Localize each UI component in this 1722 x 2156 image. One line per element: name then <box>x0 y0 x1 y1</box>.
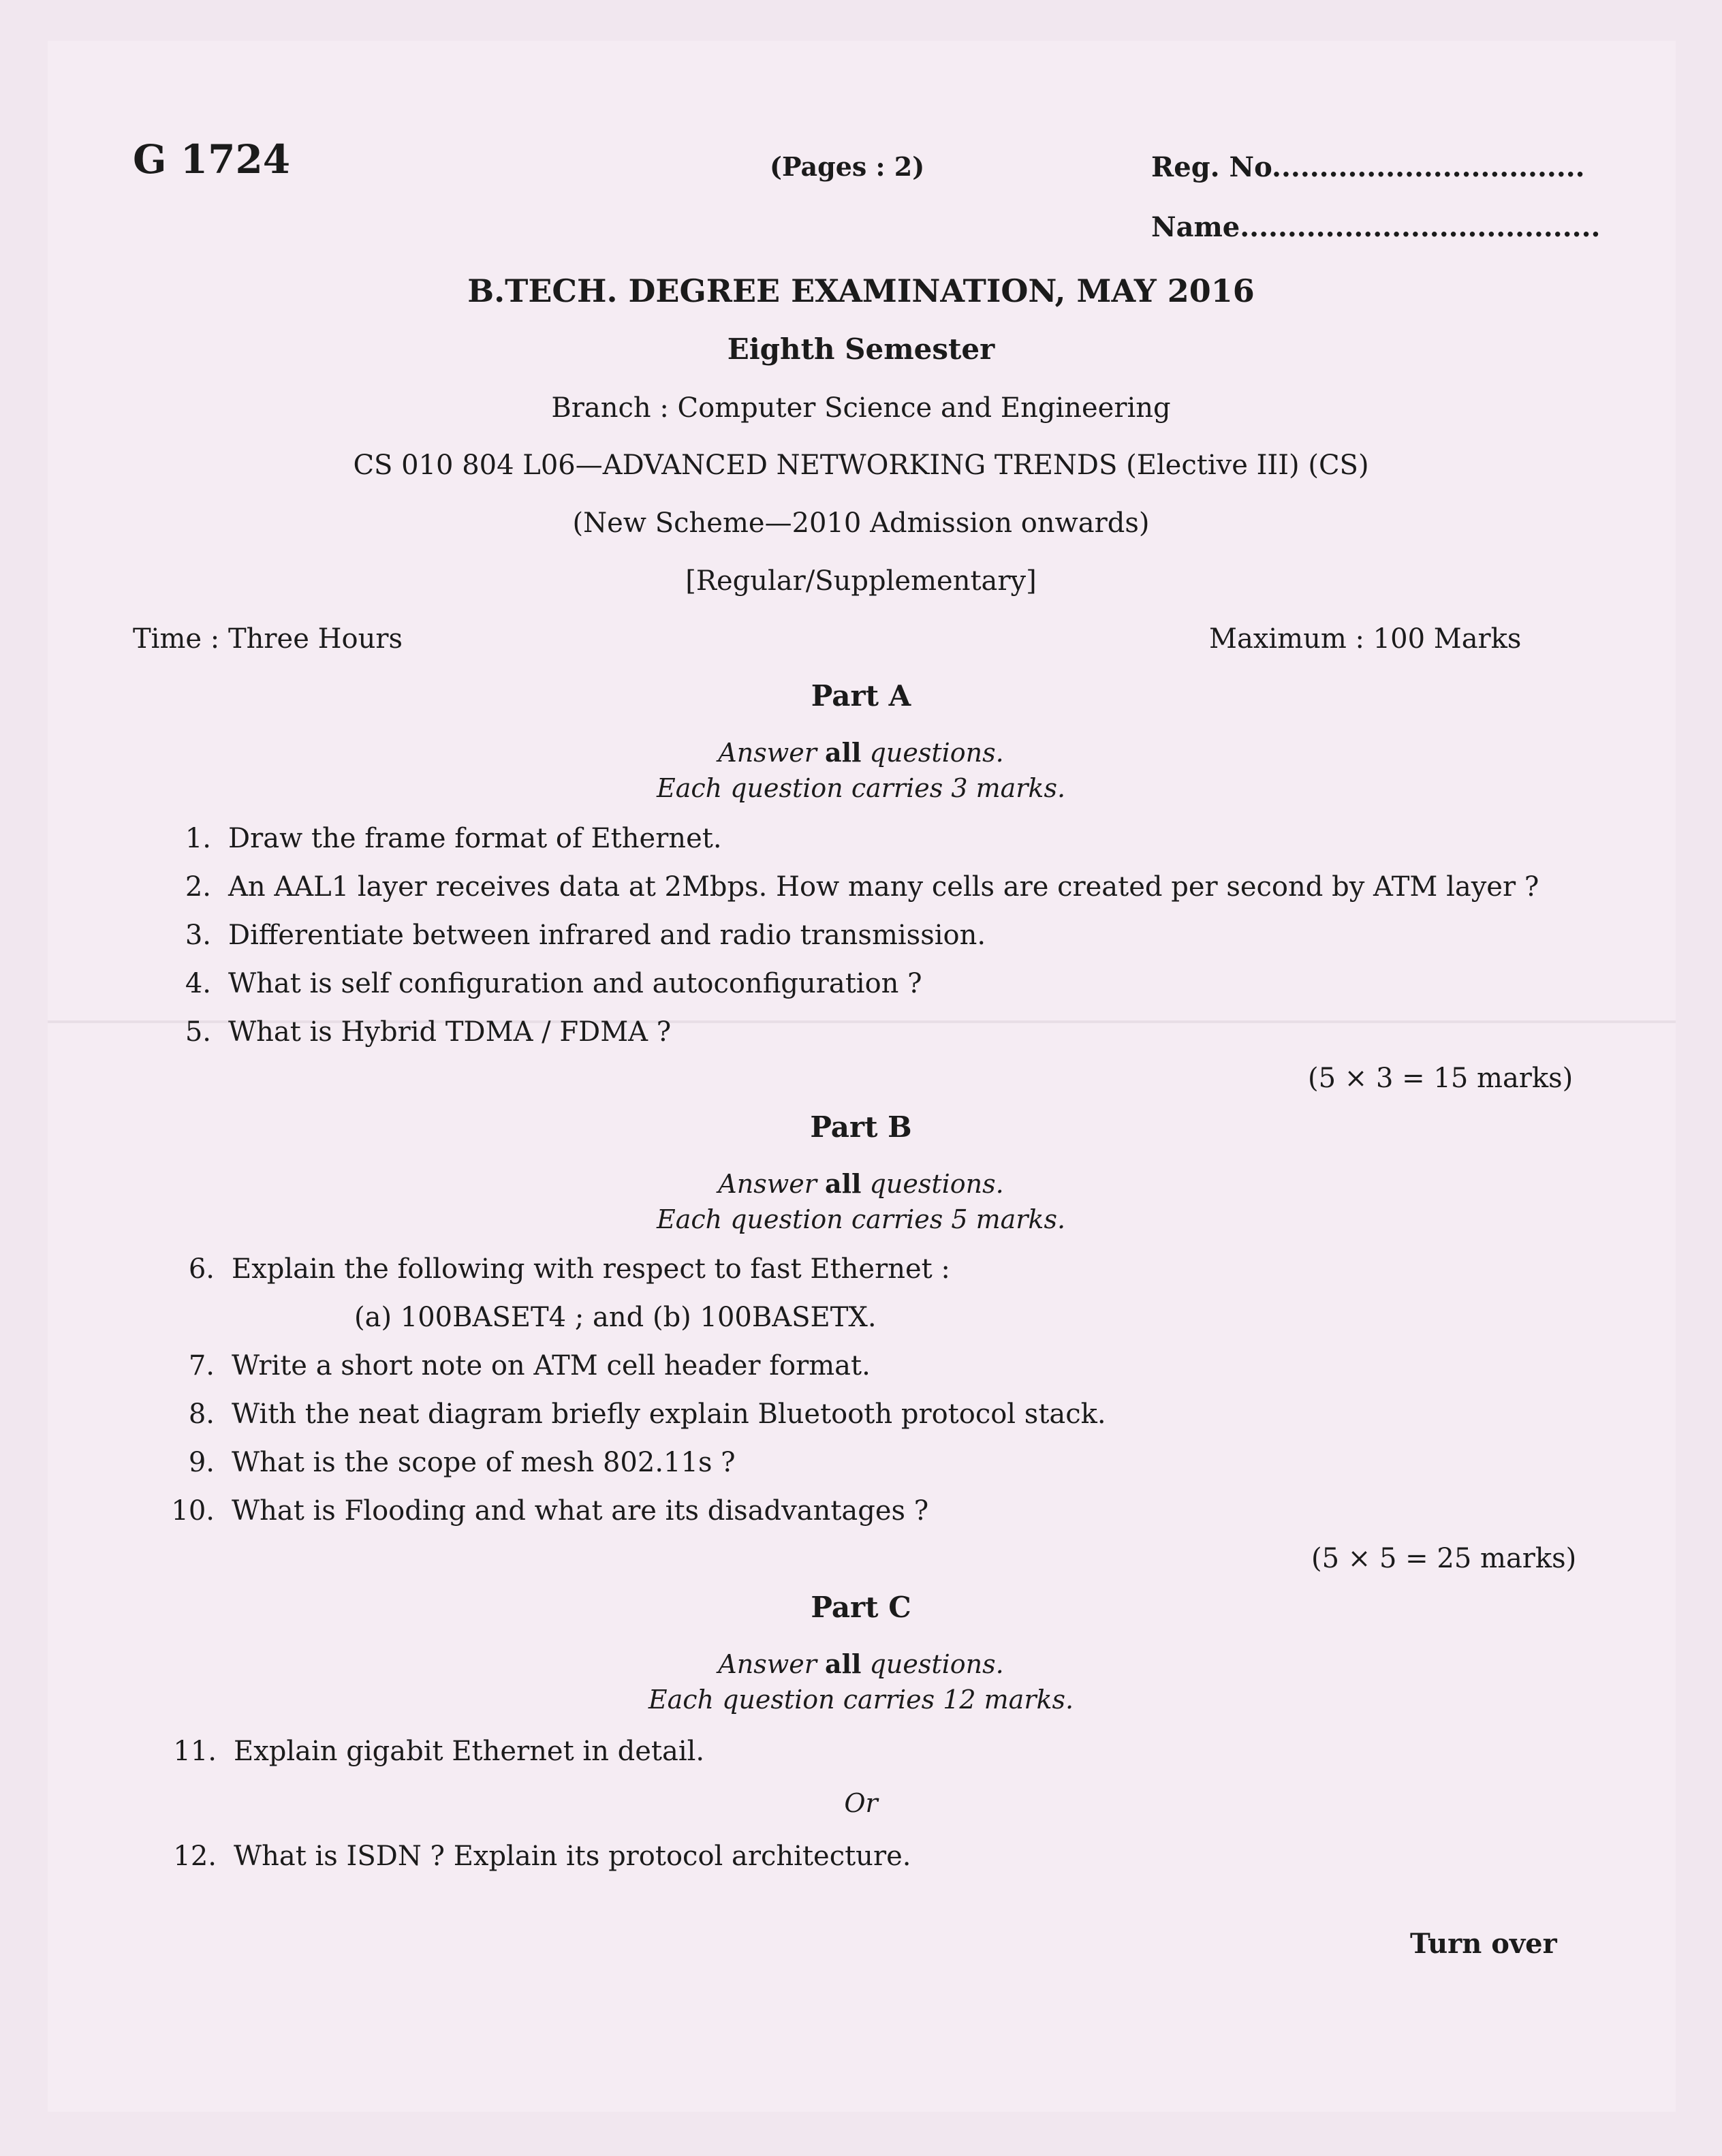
part-a-marks-note: Each question carries 3 marks. <box>656 773 1066 803</box>
part-a-title: Part A <box>811 679 911 713</box>
page-count: (Pages : 2) <box>770 151 925 182</box>
branch: Branch : Computer Science and Engineering <box>551 392 1171 424</box>
part-c-instruction: Answer all questions. <box>718 1649 1004 1679</box>
turn-over: Turn over <box>1410 1928 1557 1960</box>
semester: Eighth Semester <box>727 332 995 366</box>
time-allowed: Time : Three Hours <box>133 623 403 655</box>
part-b-title: Part B <box>810 1110 912 1144</box>
part-a-instruction: Answer all questions. <box>718 737 1004 768</box>
part-b-total-marks: (5 × 5 = 25 marks) <box>1311 1543 1577 1574</box>
part-c-marks-note: Each question carries 12 marks. <box>648 1685 1074 1715</box>
or-separator: Or <box>844 1788 878 1818</box>
maximum-marks: Maximum : 100 Marks <box>1209 623 1522 655</box>
exam-title: B.TECH. DEGREE EXAMINATION, MAY 2016 <box>467 272 1255 309</box>
question-subparts: (a) 100BASET4 ; and (b) 100BASETX. <box>354 1302 877 1333</box>
part-b-marks-note: Each question carries 5 marks. <box>656 1204 1066 1234</box>
part-b-instruction: Answer all questions. <box>718 1168 1004 1199</box>
part-c-title: Part C <box>811 1591 911 1624</box>
name-field: Name...................................... <box>1151 211 1601 243</box>
course-title: CS 010 804 L06—ADVANCED NETWORKING TRENDS (Elective III) (CS) <box>353 450 1369 481</box>
scheme: (New Scheme—2010 Admission onwards) <box>572 507 1150 539</box>
reg-no-field: Reg. No................................. <box>1151 151 1585 183</box>
exam-type: [Regular/Supplementary] <box>685 565 1037 597</box>
part-a-total-marks: (5 × 3 = 15 marks) <box>1308 1063 1574 1094</box>
paper-code: G 1724 <box>133 136 291 183</box>
